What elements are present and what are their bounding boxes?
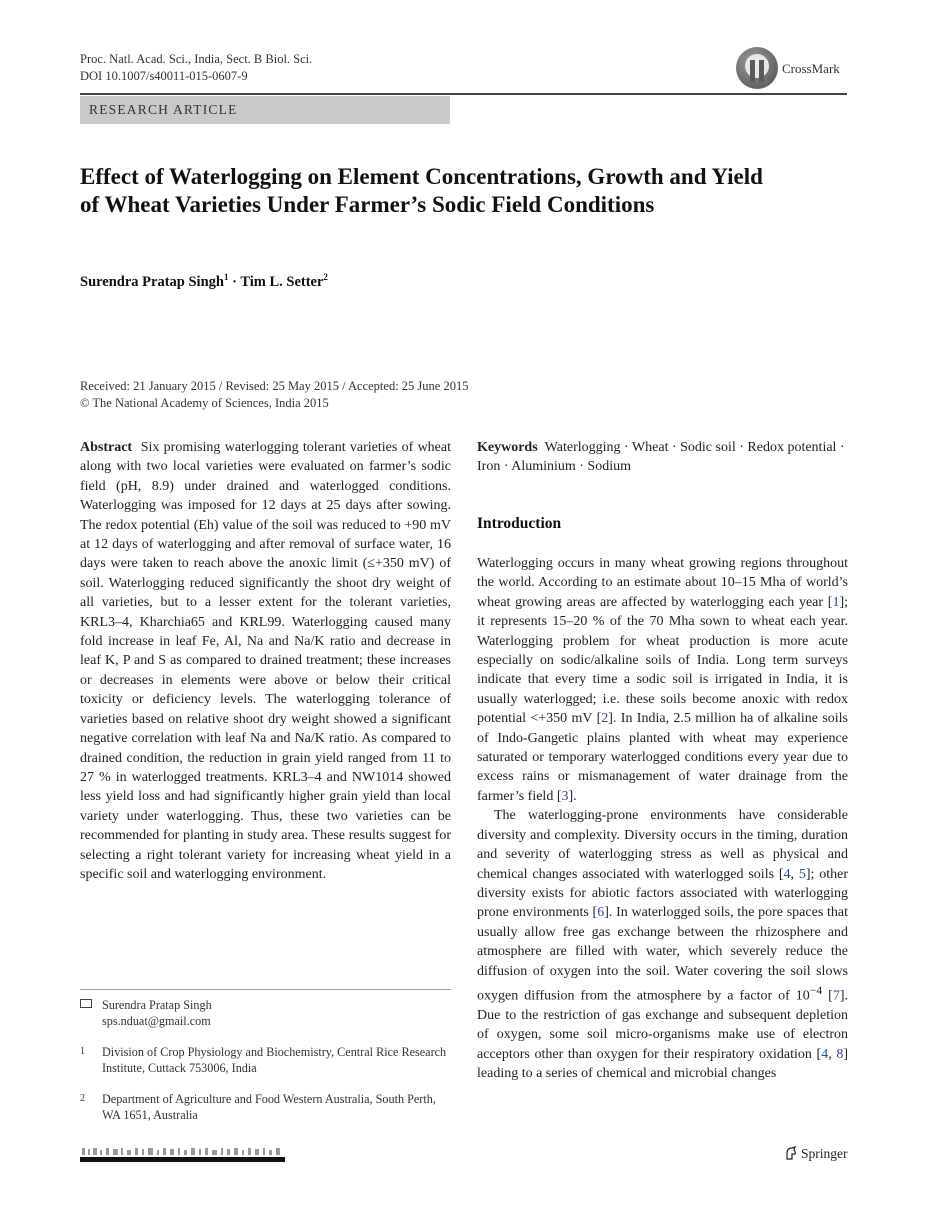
abstract-heading: Abstract bbox=[80, 440, 133, 455]
text-run: ]. Due to the restriction of gas exchange and subsequent depletion of oxygen, some soil micro-organisms make use of electron acceptors other than oxygen for their respiratory oxidation [ bbox=[477, 988, 848, 1062]
text-run: [ bbox=[822, 988, 833, 1004]
header-rule bbox=[80, 93, 847, 95]
section-heading-introduction: Introduction bbox=[477, 515, 562, 532]
journal-citation: Proc. Natl. Acad. Sci., India, Sect. B Biol. Sci. bbox=[80, 52, 313, 66]
paragraph bbox=[477, 806, 848, 1083]
text-run: , bbox=[790, 866, 799, 882]
corresponding-email[interactable]: sps.nduat@gmail.com bbox=[102, 1014, 211, 1028]
citation-link[interactable]: 1 bbox=[832, 594, 840, 610]
publication-dates bbox=[80, 378, 468, 412]
footnote-rule bbox=[80, 989, 451, 990]
citation-link[interactable]: 6 bbox=[597, 905, 605, 921]
publisher-logo bbox=[784, 1146, 848, 1162]
author-affiliation-mark: 1 bbox=[223, 272, 229, 282]
superscript: −4 bbox=[809, 983, 823, 997]
citation-link[interactable]: 4 bbox=[783, 866, 791, 882]
date-history: Received: 21 January 2015 / Revised: 25 May 2015 / Accepted: 25 June 2015 bbox=[80, 379, 469, 393]
citation-link[interactable]: 4 bbox=[821, 1046, 829, 1062]
crossmark-icon bbox=[736, 47, 778, 89]
article-title: Effect of Waterlogging on Element Concentrations, Growth and Yield of Wheat Varieties Under Farmer’s Sodic Field Conditions bbox=[80, 164, 763, 217]
doi[interactable]: DOI 10.1007/s40011-015-0607-9 bbox=[80, 69, 248, 83]
corresponding-name: Surendra Pratap Singh bbox=[102, 998, 212, 1012]
publisher-name: Springer bbox=[801, 1146, 848, 1161]
text-run: Waterlogging occurs in many wheat growing regions throughout the world. According to an estimate about 10–15 Mha of world’s wheat growing areas are affected by waterlogging each year [ bbox=[477, 556, 848, 610]
author-separator: · bbox=[232, 273, 237, 290]
affiliation-mark: 1 bbox=[80, 1046, 85, 1057]
author-affiliation-mark: 2 bbox=[323, 272, 328, 282]
keywords bbox=[477, 438, 848, 477]
abstract-text: Six promising waterlogging tolerant varieties of wheat along with two local varieties were evaluated on farmer’s sodic field (pH, 8.9) under drained and waterlogged conditions. Waterlogging was imposed for 12 days at 25 days after sowing. The redox potential (Eh) value of the soil was reduced to +90 mV at 12 days of waterlogging and after removal of surface water, 16 days were taken to reach above the anoxic limit (≤+350 mV) of soil. Waterlogging reduced significantly the shoot dry weight of all varieties, but to a lesser extent for the tolerant varieties, KRL3–4, Kharchia65 and KRL99. Waterlogging caused many fold increase in leaf Fe, Al, Na and Na/K ratio and decrease in leaf K, P and S as compared to drained treatment; these increases or decreases in elements were above or below their critical toxicity or deficiency levels. The waterlogging tolerance of varieties based on relative shoot dry weight showed a significant negative correlation with leaf Na and Na/K ratio. As compared to drained condition, the reduction in grain yield ranged from 11 to 27 % in waterlogged treatments. KRL3–4 and NW1014 showed less yield loss and had significantly higher grain yield than local variety under waterlogging. Thus, these two varieties can be recommended for planting in study area. These results suggest for selecting a right tolerant variety for increasing wheat yield in a specific soil and waterlogging environment. bbox=[80, 440, 452, 882]
paragraph bbox=[477, 554, 848, 806]
affiliation-text: Division of Crop Physiology and Biochemistry, Central Rice Research Institute, Cuttack 753006, India bbox=[102, 1045, 447, 1075]
affiliation-mark: 2 bbox=[80, 1093, 85, 1104]
introduction-body bbox=[477, 554, 848, 1084]
footnotes bbox=[80, 997, 451, 1138]
citation-link[interactable]: 2 bbox=[601, 711, 609, 727]
citation-link[interactable]: 7 bbox=[832, 988, 840, 1004]
keywords-heading: Keywords bbox=[477, 440, 538, 455]
text-run: ]. In waterlogged soils, the pore spaces that usually allow free gas exchange between the rhizosphere and atmosphere are filled with water, which severely reduce the diffusion of oxygen into the soil. Water covering the soil slows oxygen diffusion from the atmosphere by a factor of 10 bbox=[477, 905, 848, 1004]
text-run: ]. In India, 2.5 million ha of alkaline soils of Indo-Gangetic plains planted with wheat may experience saturated or temporary waterlogged conditions every year due to excess rains or mismanagement of water drainage from the farmer’s field [ bbox=[477, 711, 849, 804]
text-run: ]; it represents 15–20 % of the 70 Mha sown to wheat each year. Waterlogging problem for wheat production is more acute especially on sodic/alkaline soils of India. Long term surveys indicate that every time a sodic soil is irrigated in India, it is usually waterlogged; i.e. these soils become anoxic with redox potential <+350 mV [ bbox=[477, 594, 848, 727]
envelope-icon bbox=[80, 999, 92, 1008]
keywords-text: Waterlogging · Wheat · Sodic soil · Redox potential · Iron · Aluminium · Sodium bbox=[477, 440, 845, 475]
barcode-graphic bbox=[80, 1145, 285, 1163]
text-run: ]; other diversity exists for abiotic factors associated with waterlogging prone environments [ bbox=[477, 866, 848, 921]
affiliation-text: Department of Agriculture and Food Western Australia, South Perth, WA 1651, Australia bbox=[102, 1092, 436, 1122]
abstract bbox=[80, 438, 451, 884]
author-name[interactable]: Surendra Pratap Singh bbox=[80, 273, 224, 290]
crossmark-button[interactable] bbox=[736, 47, 856, 93]
journal-info bbox=[80, 51, 312, 85]
text-run: , bbox=[828, 1046, 837, 1062]
article-type-banner: RESEARCH ARTICLE bbox=[80, 96, 450, 124]
affiliation bbox=[80, 1044, 451, 1076]
text-run: The waterlogging-prone environments have considerable diversity and complexity. Diversity occurs in the timing, duration and severity of waterlogging stress as well as physical and chemical changes associated with waterlogged soils [ bbox=[477, 808, 848, 882]
crossmark-label: CrossMark bbox=[782, 61, 840, 76]
text-run: ]. bbox=[568, 788, 577, 804]
author-name[interactable]: Tim L. Setter bbox=[240, 273, 324, 290]
citation-link[interactable]: 5 bbox=[798, 866, 806, 882]
corresponding-author bbox=[80, 997, 451, 1029]
affiliation bbox=[80, 1091, 451, 1123]
text-run: ] leading to a series of chemical and microbial changes bbox=[477, 1046, 849, 1082]
copyright-line: © The National Academy of Sciences, India 2015 bbox=[80, 396, 329, 410]
citation-link[interactable]: 8 bbox=[836, 1046, 844, 1062]
citation-link[interactable]: 3 bbox=[561, 788, 569, 804]
springer-horse-icon bbox=[784, 1146, 798, 1160]
author-list bbox=[80, 272, 328, 291]
